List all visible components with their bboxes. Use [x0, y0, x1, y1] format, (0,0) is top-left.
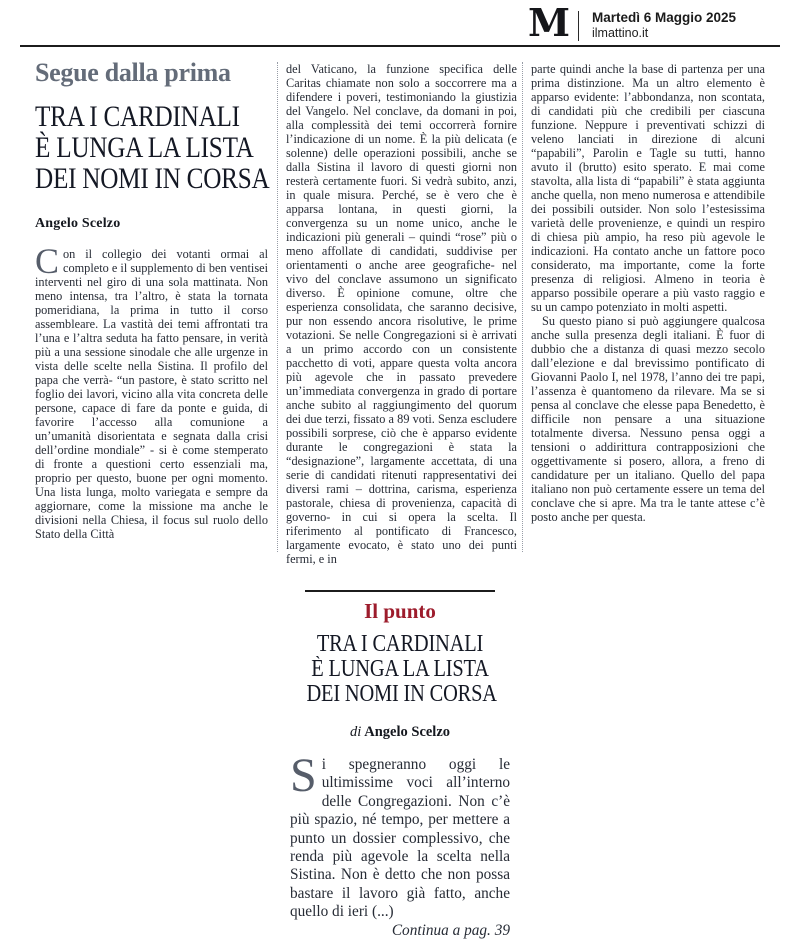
dropcap-letter: C [35, 241, 60, 281]
site-url: ilmattino.it [592, 26, 649, 40]
article-paragraph: Su questo piano si può aggiungere qualcosa anche sulla presenza degli italiani. È fuor di dubbio che a distanza di quasi mezzo secolo dall’elezione e dal brevissimo pontificato di Giovanni Paolo I, nel 1978, l’anno dei tre papi, l’assenza è quantomeno da rilevare. Ma se si pensa al conclave che elesse papa Benedetto, è difficile non pensare a una situazione totalmente diversa. Nessuno pensa oggi a tensioni o addirittura contrapposizioni che oggettivamente si posero, allora, a freno di candidature per un italiano. Quello del papa italiano non può certamente essere un tema del conclave che si apre. Ma tra le tante attese c’è posto anche per questa. [531, 314, 765, 524]
box-paragraph [290, 749, 510, 939]
header-divider [578, 11, 579, 41]
il-punto-box [290, 590, 510, 940]
box-byline [290, 724, 510, 741]
ilmattino-logo: M [528, 0, 571, 45]
article-column-3 [531, 62, 765, 524]
box-rule [305, 590, 495, 592]
dropcap-letter: S [290, 749, 317, 802]
headline-line: TRA I CARDINALI [316, 631, 484, 657]
article-headline [35, 101, 268, 194]
column-separator [522, 62, 523, 552]
byline: Angelo Scelzo [35, 216, 121, 231]
edition-date: Martedì 6 Maggio 2025 [592, 10, 737, 25]
byline-name: Angelo Scelzo [364, 724, 451, 740]
section-label: Il punto [364, 599, 436, 623]
article-paragraph: parte quindi anche la base di partenza per una prima distinzione. Ma un altro elemento è apparso evidente: l’abbondanza, non scontata, di candidati più che credibili per ciascuna funzione. Neppure i preventivati schizzi di veleno lanciati in direzione di alcuni “papabili”, Parolin e Tagle su tutti, hanno avuto il (brutto) esito sperato. E mai come stavolta, alla lista di “papabili” è stata aggiunta anche quella, non meno numerosa e attendibile dei possibili outsider. Non solo l’estesissima varietà delle provenienze, e quindi un respiro di chiesa più ampio, ha reso più agevole le indicazioni. Ha contato anche un fattore poco considerato, ma importante, come la forte presenza di religiosi. Almeno in teoria è apparso possibile operare a più vasto raggio e su un campo potenziato in molti aspetti. [531, 62, 765, 314]
headline-line: TRA I CARDINALI [35, 100, 240, 133]
article-column-2 [286, 62, 517, 566]
byline-prefix: di [349, 724, 362, 740]
headline-line: È LUNGA LA LISTA [35, 131, 254, 164]
header-rule [20, 45, 780, 47]
column-separator [277, 62, 278, 552]
paragraph-text: on il collegio dei votanti ormai al completo e il supplemento di ben ventisei interventi nel giro di una sola mattinata. Non meno intensa, tra l’altro, è stata la tornata pomeridiana, la prima in tutto il corso assembleare. La vastità dei temi affrontati tra l’una e l’altra seduta ha fatto pensare, in verità più a una sessione sinodale che alle urgenze in vista delle scelte nella Sistina. Il profilo del papa che verrà- “un pastore, è stato scritto nel foglio dei lavori, vicino alla vita concreta delle persone, capace di fare da ponte e guida, di favorire l’accesso alla comunione a un’umanità disorientata e segnata dalla crisi dell’ordine mondiale” - si è come stemperato di fronte a questioni certo essenziali ma, proprio per questo, buone per ogni momento. Una lista lunga, molto variegata e sempre da aggiornare, come la missione ma anche le divisioni nella Chiesa, il focus sul ruolo dello Stato della Città [35, 247, 268, 541]
article-paragraph: del Vaticano, la funzione specifica delle Caritas chiamate non solo a soccorrere ma a difendere i poveri, testimoniando la giustizia del Vangelo. Nel conclave, da domani in poi, alla complessità dei temi occorrerà fornire l’indicazione di un nome. È la più delicata (e solenne) delle operazioni possibili, anche se dalla Sistina il lavoro di questi giorni non resterà certamente fuori. Si vedrà subito, anzi, in quale misura. Perché, se è vero che è apparsa lontana, in questi giorni, la convergenza su un nome unico, anche le indicazioni più generali – quindi “rose” più o meno affollate di candidati, suddivise per orientamenti o anche aree geografiche- nel vivo del conclave assumono un significato diverso. È opinione comune, oltre che esperienza consolidata, che saranno decisive, pur non essendo ancora risolutive, le prime votazioni. Se nelle Congregazioni si è arrivati a un primo accordo con un consistente pacchetto di voti, appare questa volta ancora più agevole che in passato prevedere un’immediata convergenza in grado di portare anche subito al raggiungimento del quorum dei due terzi, fissato a 89 voti. Senza escludere possibili sorprese, ciò che è apparso evidente durante le congregazioni è stata la “designazione”, largamente accettata, di una serie di candidati ritenuti rappresentativi dei diversi rami – dottrina, carisma, esperienza pastorale, chiesa di provenienza, capacità di governo- in cui si opera la scelta. Il riferimento al pontificato di Francesco, largamente evocato, è stato uno dei punti fermi, e in [286, 62, 517, 566]
continua-reference: Continua a pag. 39 [391, 921, 510, 939]
article-column-1 [35, 58, 268, 541]
article-paragraph [35, 241, 268, 541]
paragraph-text: i spegneranno oggi le ultimissime voci all’interno delle Congregazioni. Non c’è più spazio, né tempo, per mettere a punto un dossier complessivo, che renda più agevole la scelta nella Sistina. Non è detto che non possa bastare il lavoro già fatto, anche quello di ieri (...) [290, 756, 510, 921]
headline-line: DEI NOMI IN CORSA [35, 162, 270, 195]
box-headline [290, 632, 510, 707]
header-masthead [592, 10, 736, 41]
headline-line: È LUNGA LA LISTA [311, 656, 489, 682]
headline-line: DEI NOMI IN CORSA [306, 681, 497, 707]
kicker: Segue dalla prima [35, 58, 231, 87]
